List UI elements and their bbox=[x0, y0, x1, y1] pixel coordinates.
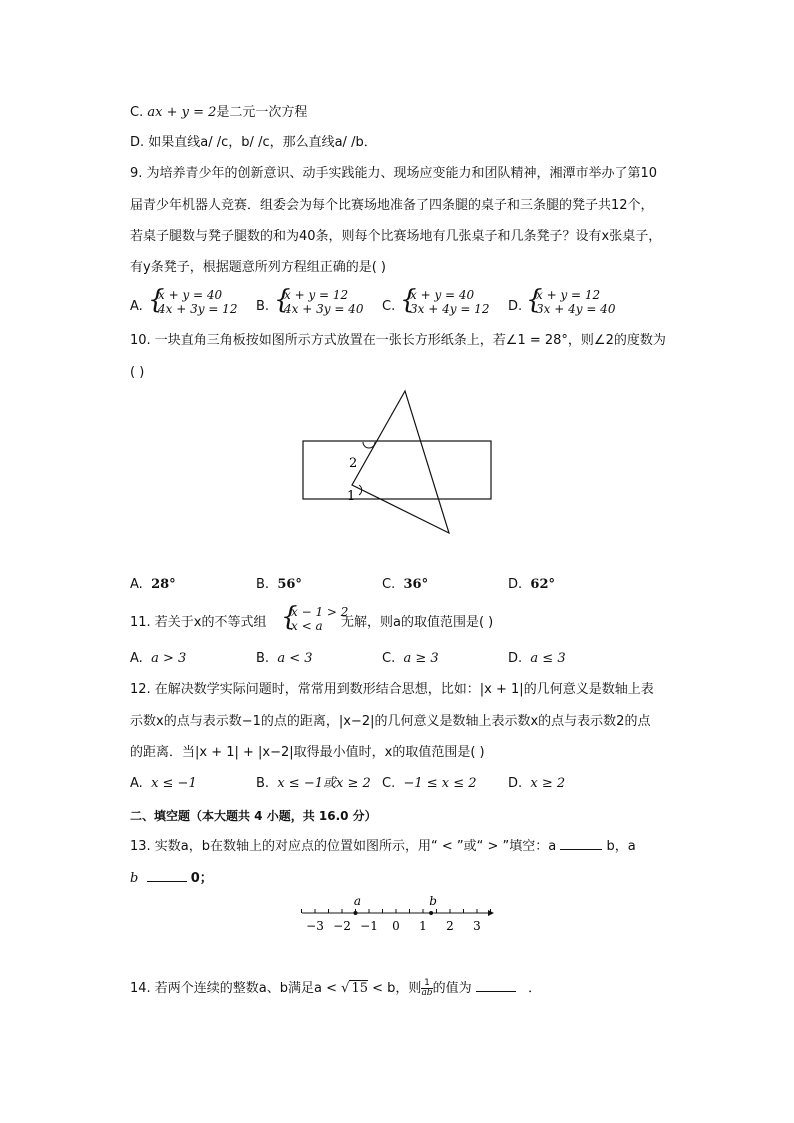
q13-blank-1 bbox=[560, 837, 602, 850]
angle-2-label: 2 bbox=[349, 456, 358, 471]
option-label: B. bbox=[256, 299, 270, 314]
q11-suffix: 无解，则a的取值范围是( ) bbox=[341, 615, 494, 630]
q14-radicand: 15 bbox=[351, 981, 369, 996]
angle-1-label: 1 bbox=[347, 489, 356, 504]
q12-line-3: 的距离．当|x + 1| + |x−2|取得最小值时，x的取值范围是( ) bbox=[130, 745, 485, 760]
q14-fraction: $\frac{1}{ab}$ bbox=[421, 978, 433, 998]
q13-line-2: b 0； bbox=[130, 871, 213, 886]
q11-option-d: D. a ≤ 3 bbox=[508, 651, 566, 666]
q9-line-2: 届青少年机器人竞赛．组委会为每个比赛场地准备了四条腿的桌子和三条腿的凳子共12个， bbox=[130, 198, 654, 213]
q13-number-line bbox=[296, 890, 501, 936]
point-b bbox=[429, 911, 433, 915]
option-label: D. bbox=[508, 299, 523, 314]
q9-line-3: 若桌子腿数与凳子腿数的和为40条，则每个比赛场地有几张桌子和几条凳子？设有x张桌子， bbox=[130, 229, 662, 244]
q14-line: 14. 若两个连续的整数a、b满足a < √ 15 < b，则 $\frac{1}{ab}$ 的值为 ． bbox=[130, 978, 542, 998]
q10-option-b: B. 56° bbox=[256, 577, 302, 592]
tick-label: −2 bbox=[333, 919, 351, 933]
tick-label: −1 bbox=[360, 919, 378, 933]
q11-prefix: 11. 若关于x的不等式组 bbox=[130, 615, 267, 630]
tick-label: 0 bbox=[392, 919, 400, 933]
q10-option-a: A. 28° bbox=[130, 577, 176, 592]
option-label: C. bbox=[382, 299, 396, 314]
point-a-label: a bbox=[353, 894, 362, 908]
q14-blank bbox=[476, 979, 516, 992]
q9-line-1: 9. 为培养青少年的创新意识、动手实践能力、现场应变能力和团队精神，湘潭市举办了第10 bbox=[130, 166, 658, 181]
q11-option-c: C. a ≥ 3 bbox=[382, 651, 439, 666]
option-label: A. bbox=[130, 299, 143, 314]
tick-label: 2 bbox=[446, 919, 454, 933]
q8-option-c: C. ax + y = 2是二元一次方程 bbox=[130, 105, 308, 120]
q11-option-a: A. a > 3 bbox=[130, 651, 187, 666]
q10-figure bbox=[295, 385, 505, 540]
sqrt-symbol: √ bbox=[341, 981, 350, 996]
tick-label: 1 bbox=[419, 919, 427, 933]
angle-1-arc bbox=[359, 485, 362, 495]
q12-line-1: 12. 在解决数学实际问题时，常常用到数形结合思想，比如：|x + 1|的几何意义是数轴上表 bbox=[130, 682, 654, 697]
q10-line-1: 10. 一块直角三角板按如图所示方式放置在一张长方形纸条上，若∠1 = 28°，则∠2的度数为 bbox=[130, 333, 666, 348]
tick-label: −3 bbox=[306, 919, 324, 933]
q12-line-2: 示数x的点与表示数−1的点的距离，|x−2|的几何意义是数轴上表示数x的点与表示数2的点 bbox=[130, 714, 651, 729]
q11-option-b: B. a < 3 bbox=[256, 651, 313, 666]
q9-line-4: 有y条凳子，根据题意所列方程组正确的是( ) bbox=[130, 260, 386, 275]
point-b-label: b bbox=[429, 894, 437, 908]
q10-option-d: D. 62° bbox=[508, 577, 556, 592]
q13-line-1: 13. 实数a，b在数轴上的对应点的位置如图所示，用“ < ”或“ > ”填空：a b，a bbox=[130, 839, 636, 854]
section-2-title: 二、填空题（本大题共 4 小题，共 16.0 分） bbox=[130, 809, 377, 823]
q12-option-a: A. x ≤ −1 bbox=[130, 776, 197, 791]
tick-label: 3 bbox=[473, 919, 481, 933]
right-triangle bbox=[352, 391, 449, 533]
q10-line-2: ( ) bbox=[130, 365, 145, 380]
q10-option-c: C. 36° bbox=[382, 577, 429, 592]
q8-option-d: D. 如果直线a/ /c，b/ /c，那么直线a/ /b． bbox=[130, 135, 377, 150]
q13-blank-2 bbox=[147, 869, 187, 882]
q12-option-b: B. x ≤ −1或x ≥ 2 bbox=[256, 776, 371, 791]
q12-option-d: D. x ≥ 2 bbox=[508, 776, 566, 791]
q8-option-c-expr: ax + y = 2 bbox=[147, 105, 217, 120]
q12-option-c: C. −1 ≤ x ≤ 2 bbox=[382, 776, 477, 791]
q8-option-d-text: 如果直线a/ /c，b/ /c，那么直线a/ /b． bbox=[148, 135, 377, 150]
paper-strip bbox=[303, 441, 491, 499]
point-a bbox=[354, 911, 358, 915]
